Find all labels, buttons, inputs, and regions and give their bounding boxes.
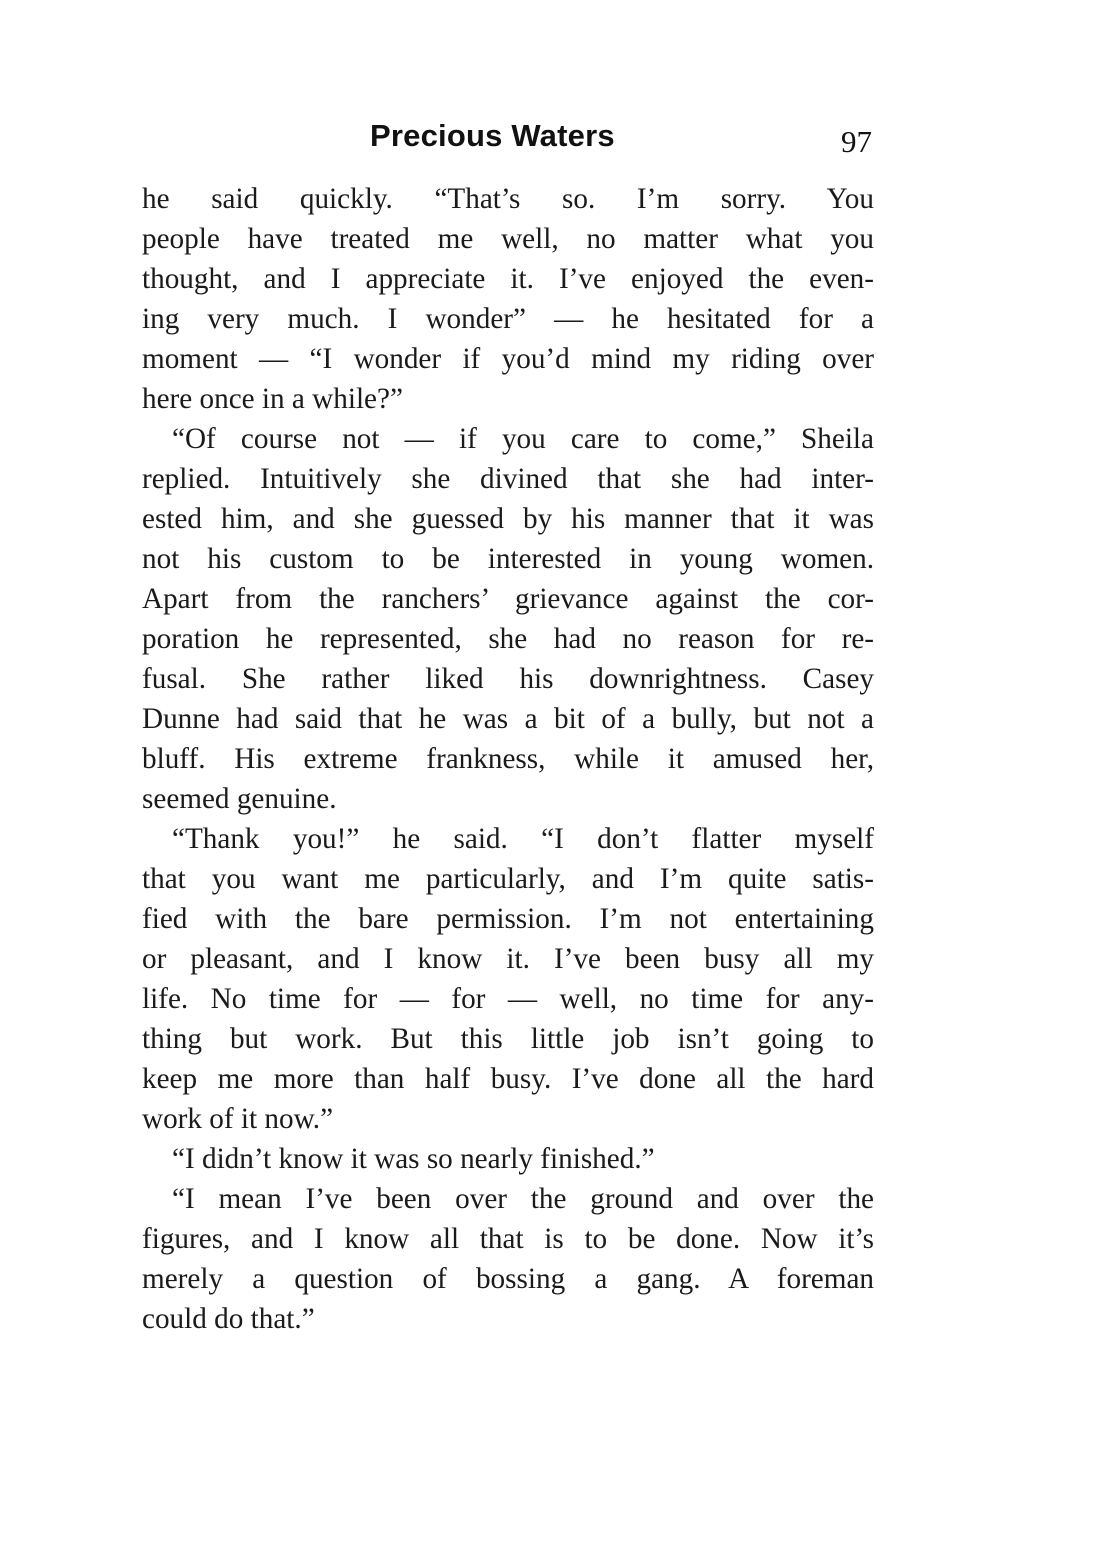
text-line: bluff. His extreme frankness, while it amused her, <box>142 743 874 775</box>
text-line: work of it now.” <box>142 1103 334 1135</box>
running-title: Precious Waters <box>370 118 615 153</box>
text-line: Dunne had said that he was a bit of a bully, but not a <box>142 703 874 735</box>
text-line: Apart from the ranchers’ grievance against the cor- <box>142 583 874 615</box>
text-line: moment — “I wonder if you’d mind my riding over <box>142 343 874 375</box>
text-line: thought, and I appreciate it. I’ve enjoyed the even- <box>142 263 874 295</box>
text-line: poration he represented, she had no reason for re- <box>142 623 874 655</box>
text-line: or pleasant, and I know it. I’ve been busy all my <box>142 943 874 975</box>
text-line: thing but work. But this little job isn’t going to <box>142 1023 874 1055</box>
text-line: merely a question of bossing a gang. A foreman <box>142 1263 874 1295</box>
text-line: not his custom to be interested in young women. <box>142 543 874 575</box>
text-line: here once in a while?” <box>142 383 403 415</box>
text-line: “I mean I’ve been over the ground and over the <box>172 1183 874 1215</box>
page-number: 97 <box>841 124 872 159</box>
text-line: figures, and I know all that is to be done. Now it’s <box>142 1223 874 1255</box>
text-line: “Of course not — if you care to come,” Sheila <box>172 423 874 455</box>
text-line: could do that.” <box>142 1303 315 1335</box>
text-line: he said quickly. “That’s so. I’m sorry. You <box>142 183 874 215</box>
text-line: keep me more than half busy. I’ve done all the hard <box>142 1063 874 1095</box>
text-line: replied. Intuitively she divined that she had inter- <box>142 463 874 495</box>
text-line: fusal. She rather liked his downrightness. Casey <box>142 663 874 695</box>
running-head <box>142 118 874 162</box>
body-text <box>142 179 874 1339</box>
text-line: “I didn’t know it was so nearly finished.” <box>172 1143 655 1175</box>
text-line: seemed genuine. <box>142 783 337 815</box>
text-line: ested him, and she guessed by his manner that it was <box>142 503 874 535</box>
text-line: ing very much. I wonder” — he hesitated for a <box>142 303 874 335</box>
text-line: that you want me particularly, and I’m quite satis- <box>142 863 874 895</box>
text-line: people have treated me well, no matter what you <box>142 223 874 255</box>
text-line: “Thank you!” he said. “I don’t flatter myself <box>172 823 874 855</box>
text-line: life. No time for — for — well, no time for any- <box>142 983 874 1015</box>
text-line: fied with the bare permission. I’m not entertaining <box>142 903 874 935</box>
